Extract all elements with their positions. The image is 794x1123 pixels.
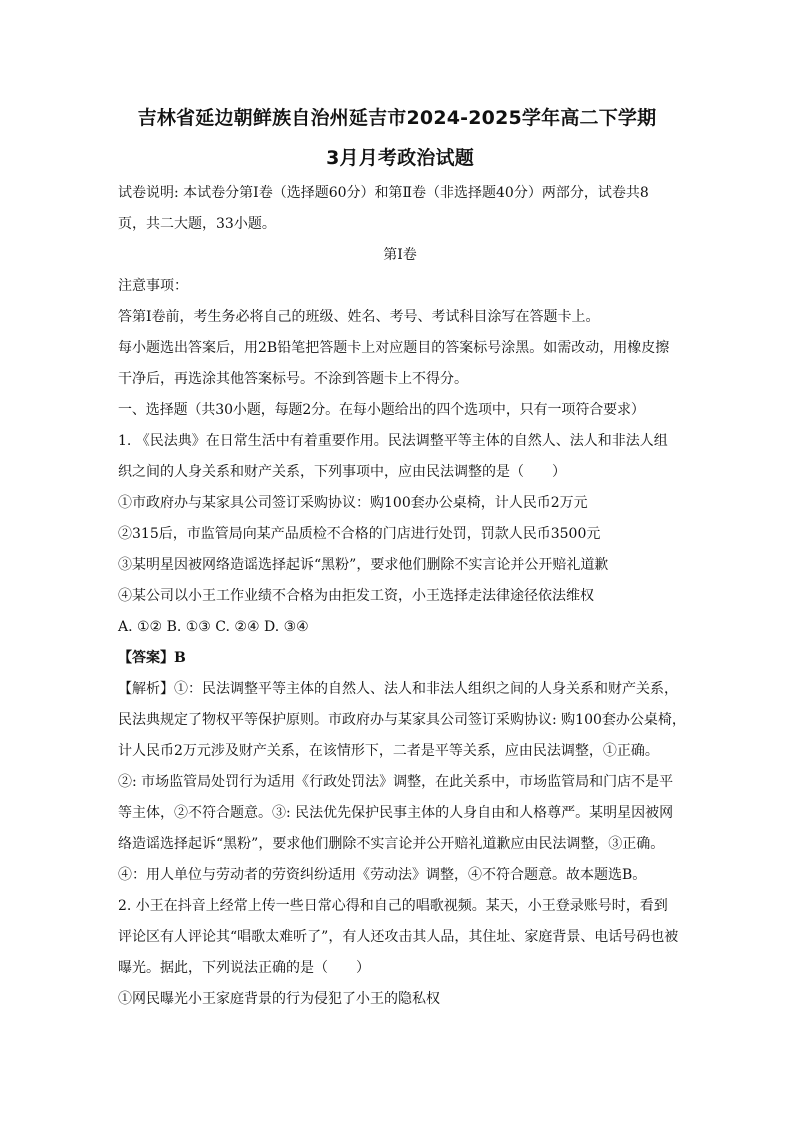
question-2-stem-line3: 曝光。据此，下列说法正确的是（ ）: [118, 960, 370, 976]
question-1-analysis-line2: 民法典规定了物权平等保护原则。市政府办与某家具公司签订采购协议: 购100套办公桌椅，: [118, 712, 686, 728]
question-1-analysis-line1: 【解析】①：民法调整平等主体的自然人、法人和非法人组织之间的人身关系和财产关系，: [118, 681, 678, 697]
question-1-analysis-line7: ④：用人单位与劳动者的劳资纠纷适用《劳动法》调整，④不符合题意。故本题选B。: [118, 867, 647, 883]
note-1: 答第Ⅰ卷前，考生务必将自己的班级、姓名、考号、考试科目涂写在答题卡上。: [118, 309, 600, 325]
notes-heading: 注意事项：: [118, 278, 188, 294]
question-1-stem-line1: 1. 《民法典》在日常生活中有着重要作用。民法调整平等主体的自然人、法人和非法人组: [118, 433, 668, 449]
question-1-analysis-line4: ②: 市场监管局处罚行为适用《行政处罚法》调整，在此关系中，市场监管局和门店不是平: [118, 774, 674, 790]
question-1-stem-line2: 织之间的人身关系和财产关系，下列事项中，应由民法调整的是（ ）: [118, 464, 566, 480]
question-2-option-1: ①网民曝光小王家庭背景的行为侵犯了小王的隐私权: [118, 991, 440, 1007]
question-1-analysis-line6: 络造谣选择起诉“黑粉”，要求他们删除不实言论并公开赔礼道歉应由民法调整，③正确。: [118, 836, 665, 852]
exam-title-line1: 吉林省延边朝鲜族自治州延吉市2024-2025学年高二下学期: [137, 107, 657, 129]
intro-line2: 页，共二大题，33小题。: [118, 216, 276, 232]
question-1-analysis-line5: 等主体，②不符合题意。③: 民法优先保护民事主体的人身自由和人格尊严。某明星因被网: [118, 805, 674, 821]
question-2-stem-line2: 评论区有人评论其“唱歌太难听了”，有人还攻击其人品，其住址、家庭背景、电话号码也被: [118, 929, 679, 945]
question-1-option-2: ②315后，市监管局向某产品质检不合格的门店进行处罚，罚款人民币3500元: [118, 526, 601, 542]
exam-title-line2: 3月月考政治试题: [326, 147, 474, 169]
intro-line1: 试卷说明: 本试卷分第Ⅰ卷（选择题60分）和第Ⅱ卷（非选择题40分）两部分，试卷共8: [118, 185, 649, 201]
note-2-line1: 每小题选出答案后，用2B铅笔把答题卡上对应题目的答案标号涂黑。如需改动，用橡皮擦: [118, 340, 670, 356]
question-1-choices: A. ①② B. ①③ C. ②④ D. ③④: [118, 619, 309, 635]
question-1-analysis-line3: 计人民币2万元涉及财产关系，在该情形下，二者是平等关系，应由民法调整，①正确。: [118, 743, 659, 759]
question-2-stem-line1: 2. 小王在抖音上经常上传一些日常心得和自己的唱歌视频。某天，小王登录账号时，看到: [118, 898, 668, 914]
question-1-option-1: ①市政府办与某家具公司签订采购协议：购100套办公桌椅，计人民币2万元: [118, 495, 588, 511]
section-heading: 第Ⅰ卷: [383, 247, 417, 263]
question-1-option-3: ③某明星因被网络造谣选择起诉“黑粉”，要求他们删除不实言论并公开赔礼道歉: [118, 557, 609, 573]
question-1-answer: 【答案】B: [118, 650, 186, 666]
note-2-line2: 干净后，再选涂其他答案标号。不涂到答题卡上不得分。: [118, 371, 468, 387]
part-heading: 一、选择题（共30小题，每题2分。在每小题给出的四个选项中，只有一项符合要求）: [118, 402, 645, 418]
question-1-option-4: ④某公司以小王工作业绩不合格为由拒发工资，小王选择走法律途径依法维权: [118, 588, 594, 604]
